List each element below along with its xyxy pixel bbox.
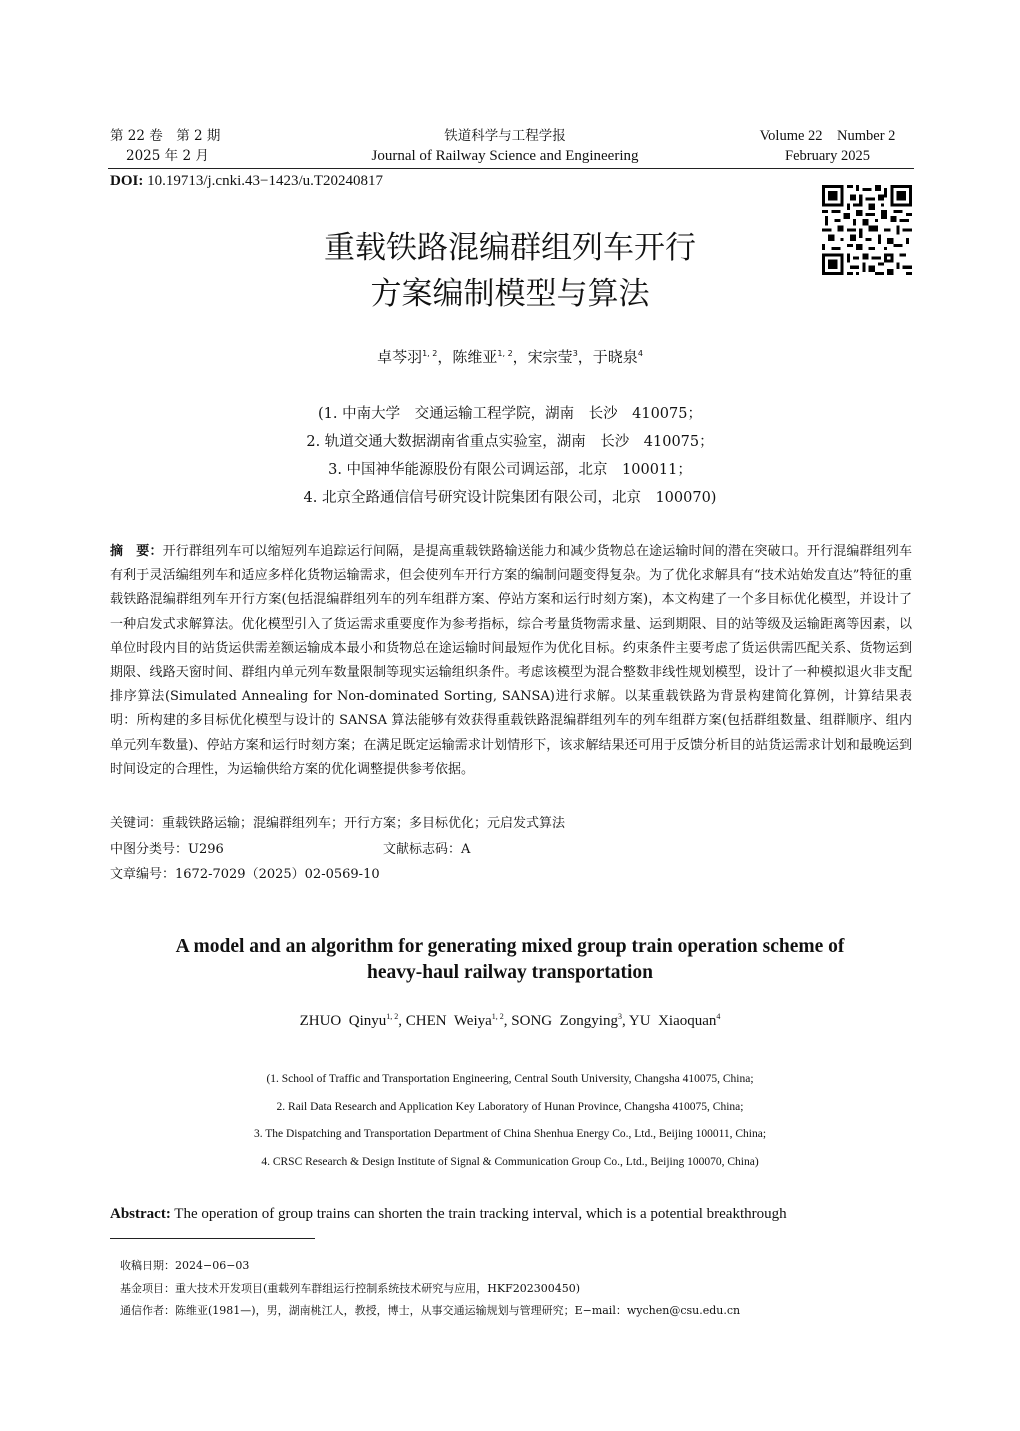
journal-name-en: Journal of Railway Science and Engineering <box>371 148 639 164</box>
title-en-line1: A model and an algorithm for generating mixed group train operation scheme of <box>175 936 845 957</box>
title-cn-line2: 方案编制模型与算法 <box>370 276 650 312</box>
title-cn <box>110 225 910 317</box>
article-no-value: 1672-7029（2025）02-0569-10 <box>175 867 380 882</box>
volume-issue-en: Volume 22 Number 2 <box>759 128 896 144</box>
volume-issue-cn: 第 22 卷 第 2 期 <box>110 128 221 144</box>
article-number-line <box>110 863 380 882</box>
doi-label: DOI: <box>110 173 144 189</box>
doi <box>110 173 383 190</box>
author-cn: 于晓泉$^4$ <box>592 348 643 366</box>
author-en: CHEN Weiya$^{1, 2}$, <box>405 1012 512 1029</box>
author-cn: 宋宗莹$^3$， <box>527 348 593 366</box>
journal-name-cn: 铁道科学与工程学报 <box>444 128 566 144</box>
footnote-rule <box>110 1238 315 1239</box>
author-en: YU Xiaoquan$^4$ <box>628 1012 721 1029</box>
affiliation-cn: 2. 轨道交通大数据湖南省重点实验室，湖南 长沙 410075； <box>306 434 714 450</box>
abstract-cn <box>110 540 912 782</box>
title-en <box>110 934 910 986</box>
author-cn: 陈维亚$^{1, 2}$， <box>452 348 528 366</box>
footnote-label: 通信作者： <box>120 1304 175 1317</box>
author-cn: 卓芩羽$^{1, 2}$， <box>377 348 453 366</box>
footnote-label: 收稿日期： <box>120 1259 175 1272</box>
document-code-line <box>383 838 470 857</box>
footnote-text[interactable]: 陈维亚(1981—)，男，湖南桃江人，教授，博士，从事交通运输规划与管理研究；E−mail：wychen@csu.edu.cn <box>175 1304 741 1317</box>
doi-value[interactable]: 10.19713/j.cnki.43−1423/u.T20240817 <box>143 173 384 189</box>
doc-code-label: 文献标志码： <box>383 842 462 857</box>
date-en: February 2025 <box>785 148 870 164</box>
article-no-label: 文章编号： <box>110 867 176 882</box>
keywords-text: 重载铁路运输；混编群组列车；开行方案；多目标优化；元启发式算法 <box>162 816 566 831</box>
date-cn: 2025 年 2 月 <box>126 148 209 164</box>
footnote-corresponding <box>120 1302 740 1318</box>
footnote-text: 重大技术开发项目(重载列车群组运行控制系统技术研究与应用，HKF202300450) <box>175 1282 581 1295</box>
affiliations-cn <box>110 400 910 512</box>
footnote-text: 2024−06−03 <box>175 1259 250 1272</box>
title-en-line2: heavy-haul railway transportation <box>366 962 653 983</box>
abstract-en-label: Abstract: <box>110 1206 171 1222</box>
title-cn-line1: 重载铁路混编群组列车开行 <box>324 230 696 266</box>
abstract-en-text: The operation of group trains can shorten the train tracking interval, which is a potential breakthrough <box>170 1206 787 1222</box>
affiliation-cn: 4. 北京全路通信信号研究设计院集团有限公司，北京 100070) <box>303 490 717 506</box>
authors-cn <box>110 346 910 367</box>
keywords-label: 关键词： <box>110 816 163 831</box>
clc-label: 中图分类号： <box>110 842 189 857</box>
affiliations-en <box>110 1066 910 1177</box>
affiliation-en: 4. CRSC Research & Design Institute of Signal & Communication Group Co., Ltd., Beijing 100070, China) <box>261 1156 759 1169</box>
abstract-en <box>110 1206 912 1223</box>
affiliation-en: 2. Rail Data Research and Application Key Laboratory of Hunan Province, Changsha 410075, China; <box>276 1100 744 1113</box>
footnote-funding <box>120 1280 580 1296</box>
header-journal <box>330 126 680 166</box>
author-en: SONG Zongying$^3$, <box>511 1012 629 1029</box>
classification-line <box>110 838 224 857</box>
authors-en <box>110 1012 910 1030</box>
doc-code-value: A <box>461 842 471 857</box>
affiliation-cn: 3. 中国神华能源股份有限公司调运部，北京 100011； <box>328 462 692 478</box>
affiliation-cn: (1. 中南大学 交通运输工程学院，湖南 长沙 410075； <box>318 406 702 422</box>
header-rule <box>108 168 914 169</box>
abstract-cn-label: 摘 要： <box>110 544 163 559</box>
clc-value: U296 <box>188 842 224 857</box>
footnote-received <box>120 1257 249 1273</box>
keywords-cn <box>110 812 565 831</box>
footnote-label: 基金项目： <box>120 1282 175 1295</box>
abstract-cn-text: 开行群组列车可以缩短列车追踪运行间隔，是提高重载铁路输送能力和减少货物总在途运输时间的潜在突破口。开行混编群组列车有利于灵活编组列车和适应多样化货物运输需求，但会使列车开行方案的编制问题变得复杂。为了优化求解具有“技术站始发直达”特征的重载铁路混编群组列车开行方案(包括混编群组列车的列车组群方案、停站方案和运行时刻方案)，本文构建了一个多目标优化模型，并设计了一种启发式求解算法。优化模型引入了货运需求重要度作为参考指标，综合考量货物需求量、运到期限、目的站等级及运输距离等因素，以单位时段内目的站货运供需差额运输成本最小和货物总在途运输时间最短作为优化目标。约束条件主要考虑了货运供需匹配关系、货物运到期限、线路天窗时间、群组内单元列车数量限制等现实运输组织条件。考虑该模型为混合整数非线性规划模型，设计了一种模拟退火非支配排序算法(Simulated Annealing for Non-dominated Sorting, SANSA)进行求解。以某重载铁路为背景构建简化算例，计算结果表明：所构建的多目标优化模型与设计的 SANSA 算法能够有效获得重载铁路混编群组列车的列车组群方案(包括群组数量、组群顺序、组内单元列车数量)、停站方案和运行时刻方案；在满足既定运输需求计划情形下，该求解结果还可用于反馈分析目的站货运需求计划和最晚运到时间设定的合理性，为运输供给方案的优化调整提供参考依据。 <box>110 544 912 777</box>
header-volume-en <box>740 126 915 166</box>
affiliation-en: (1. School of Traffic and Transportation Engineering, Central South University, Changsha 410075, China; <box>266 1073 754 1085</box>
header-volume-cn <box>110 126 220 166</box>
affiliation-en: 3. The Dispatching and Transportation Department of China Shenhua Energy Co., Ltd., Beijing 100011, China; <box>253 1128 767 1141</box>
author-en: ZHUO Qinyu$^{1, 2}$, <box>299 1012 406 1029</box>
